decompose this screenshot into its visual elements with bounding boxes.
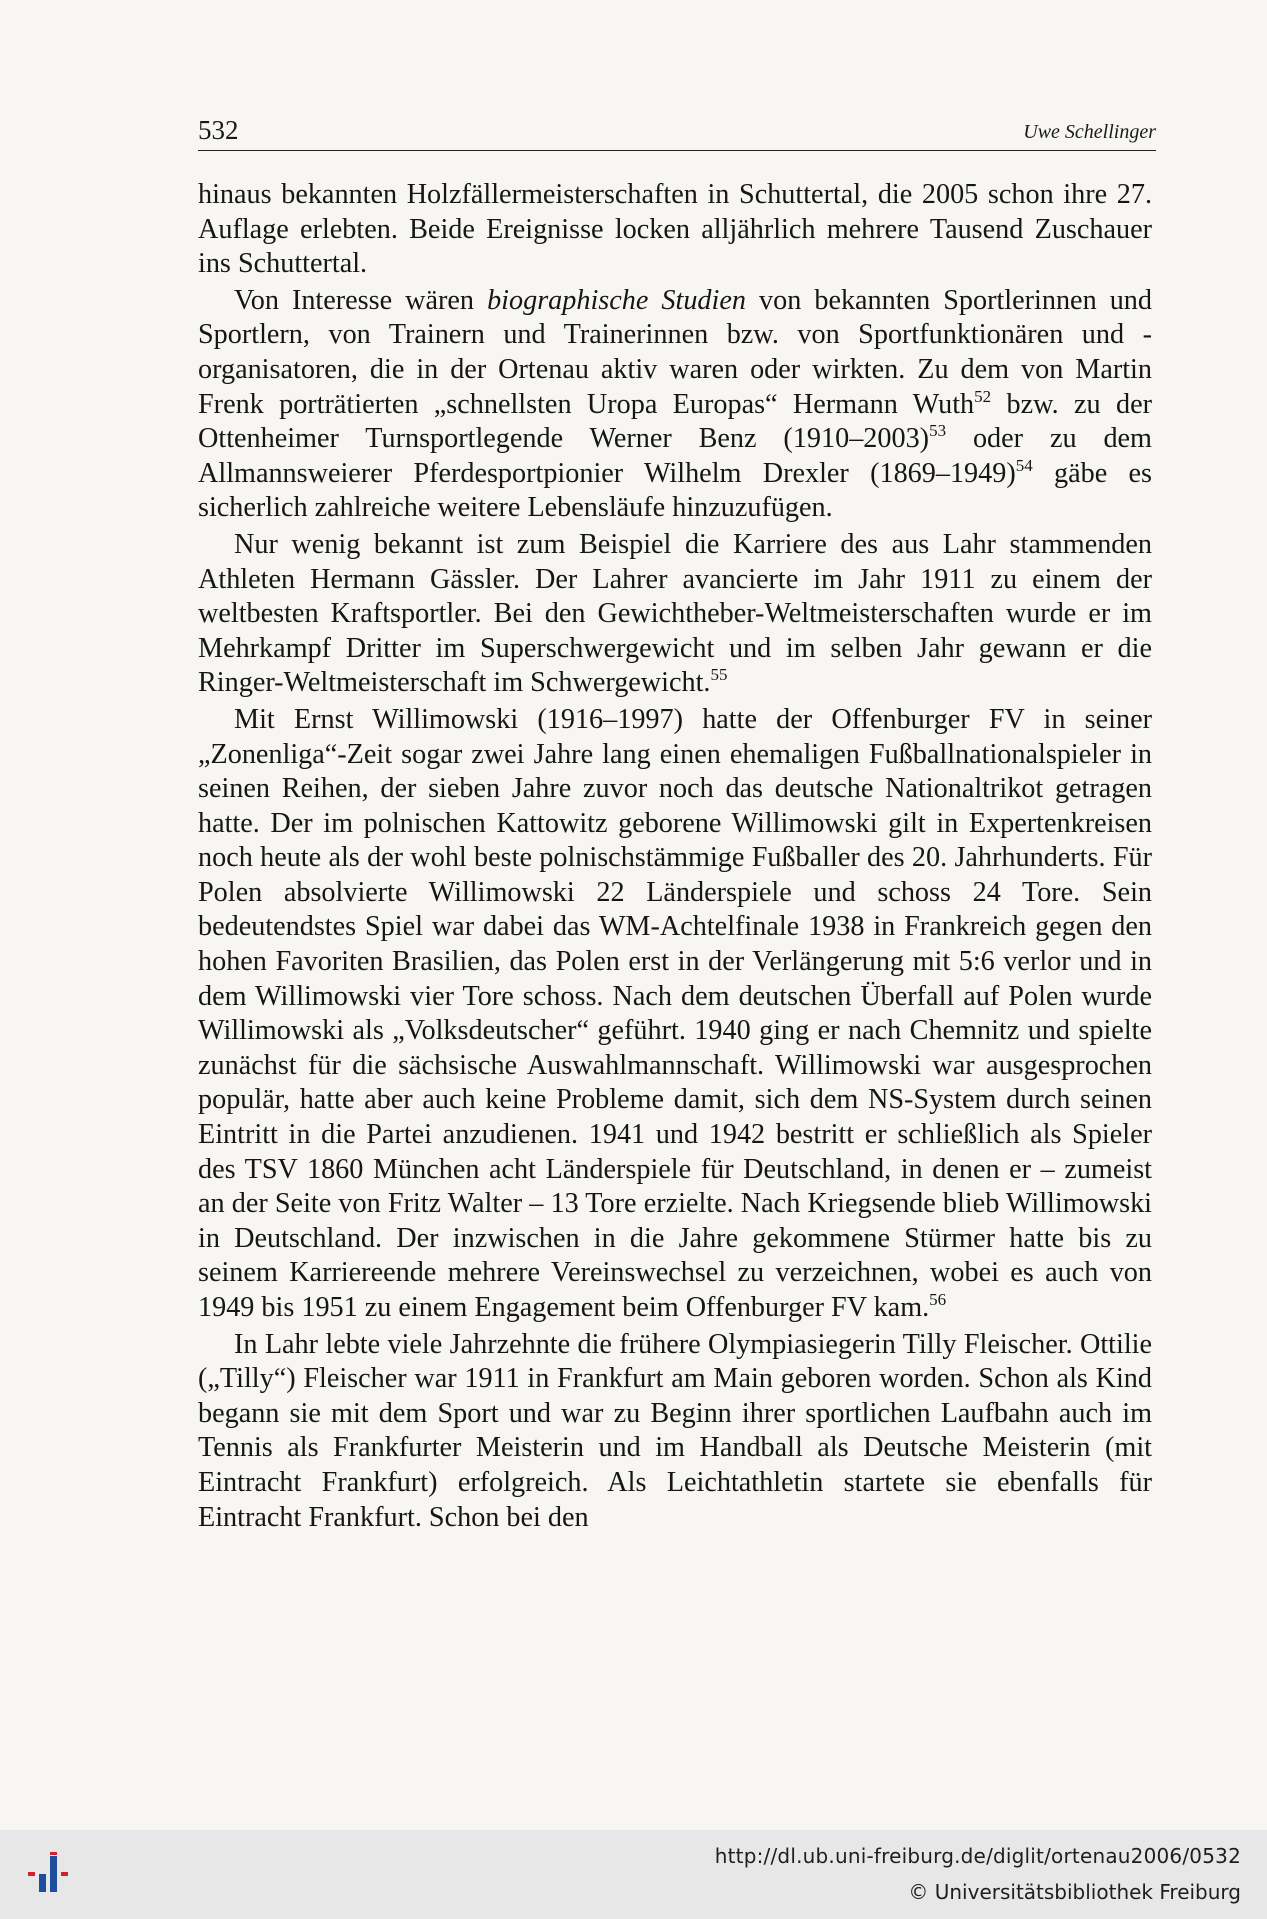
paragraph	[198, 703, 1152, 1326]
running-head-author: Uwe Schellinger	[1023, 121, 1156, 143]
text-run: bzw. zu der Ottenheimer Turnsportlegende Werner Benz (1910–2003)	[198, 388, 1152, 455]
text-run: gäbe es sicherlich zahlreiche weitere Lebensläufe hinzuzufügen.	[198, 457, 1152, 524]
footnote-ref: 56	[929, 1290, 947, 1309]
page-header	[198, 106, 1156, 151]
paragraph	[198, 284, 1152, 526]
text-run: Mit Ernst Willimowski (1916–1997) hatte der Offenburger FV in seiner „Zonenliga“-Zeit sogar zwei Jahre lang einen ehemaligen Fußballnationalspieler in seinen Reihen, der sieben Jahre zuvor noch das deutsche Nationaltrikot getragen hatte. Der im polnischen Kattowitz geborene Willimowski gilt in Expertenkreisen noch heute als der wohl beste polnischstämmige Fußballer des 20. Jahrhunderts. Für Polen absolvierte Willimowski 22 Länderspiele und schoss 24 Tore. Sein bedeutendstes Spiel war dabei das WM-Achtelfinale 1938 in Frankreich gegen den hohen Favoriten Brasilien, das Polen erst in der Verlängerung mit 5:6 verlor und in dem Willimowski vier Tore schoss. Nach dem deutschen Überfall auf Polen wurde Willimowski als „Volksdeutscher“ geführt. 1940 ging er nach Chemnitz und spielte zunächst für die sächsische Auswahlmannschaft. Willimowski war ausgesprochen populär, hatte aber auch keine Probleme damit, sich dem NS-System durch seinen Eintritt in die Partei anzudienen. 1941 und 1942 bestritt er schließlich als Spieler des TSV 1860 München acht Länderspiele für Deutschland, in denen er – zumeist an der Seite von Fritz Walter – 13 Tore erzielte. Nach Kriegsende blieb Willimowski in Deutschland. Der inzwischen in die Jahre gekommene Stürmer hatte bis zu seinem Karriereende mehrere Vereinswechsel zu verzeichnen, wobei es auch von 1949 bis 1951 zu einem Engagement beim Offenburger FV kam.	[198, 703, 1152, 1323]
footnote-ref: 52	[974, 386, 992, 406]
emphasis-text: biographische Studien	[487, 284, 746, 316]
text-run: oder zu dem Allmannsweierer Pferdesportpionier Wilhelm Drexler (1869–1949)	[198, 423, 1152, 489]
footnote-ref: 53	[929, 421, 947, 441]
paragraph: hinaus bekannten Holzfällermeisterschaften in Schuttertal, die 2005 schon ihre 27. Auflage erlebten. Beide Ereignisse locken alljährlich mehrere Tausend Zuschauer ins Schuttertal.	[198, 179, 1152, 280]
footer-bar	[0, 1830, 1267, 1919]
footnote-ref: 54	[1015, 455, 1033, 475]
body-text	[198, 178, 1152, 1535]
paragraph	[198, 528, 1152, 701]
text-run: Von Interesse wären	[234, 284, 488, 316]
ub-freiburg-logo-icon	[28, 1852, 82, 1898]
text-run: von bekannten Sportlerinnen und Sportlern, von Trainern und Trainerinnen bzw. von Sportfunktionären und -organisatoren, die in der Ortenau aktiv waren oder wirkten. Zu dem von Martin Frenk porträtierten „schnellsten Uropa Europas“ Hermann Wuth	[198, 284, 1152, 420]
paragraph: In Lahr lebte viele Jahrzehnte die frühere Olympiasiegerin Tilly Fleischer. Ottilie („Tilly“) Fleischer war 1911 in Frankfurt am Main geboren worden. Schon als Kind begann sie mit dem Sport und war zu Beginn ihrer sportlichen Laufbahn auch im Tennis als Frankfurter Meisterin und im Handball als Deutsche Meisterin (mit Eintracht Frankfurt) erfolgreich. Als Leichtathletin startete sie ebenfalls für Eintracht Frankfurt. Schon bei den	[198, 1328, 1152, 1533]
footnote-ref: 55	[710, 665, 728, 685]
footer-copyright: © Universitätsbibliothek Freiburg	[908, 1880, 1241, 1904]
page-number: 532	[198, 115, 239, 145]
text-run: Nur wenig bekannt ist zum Beispiel die Karriere des aus Lahr stammenden Athleten Hermann Gässler. Der Lahrer avancierte im Jahr 1911 zu einem der weltbesten Kraftsportler. Bei den Gewichtheber-Weltmeisterschaften wurde er im Mehrkampf Dritter im Superschwergewicht und im selben Jahr gewann er die Ringer-Weltmeisterschaft im Schwergewicht.	[198, 528, 1152, 699]
footer-url-link[interactable]: http://dl.ub.uni-freiburg.de/diglit/ortenau2006/0532	[714, 1844, 1241, 1868]
